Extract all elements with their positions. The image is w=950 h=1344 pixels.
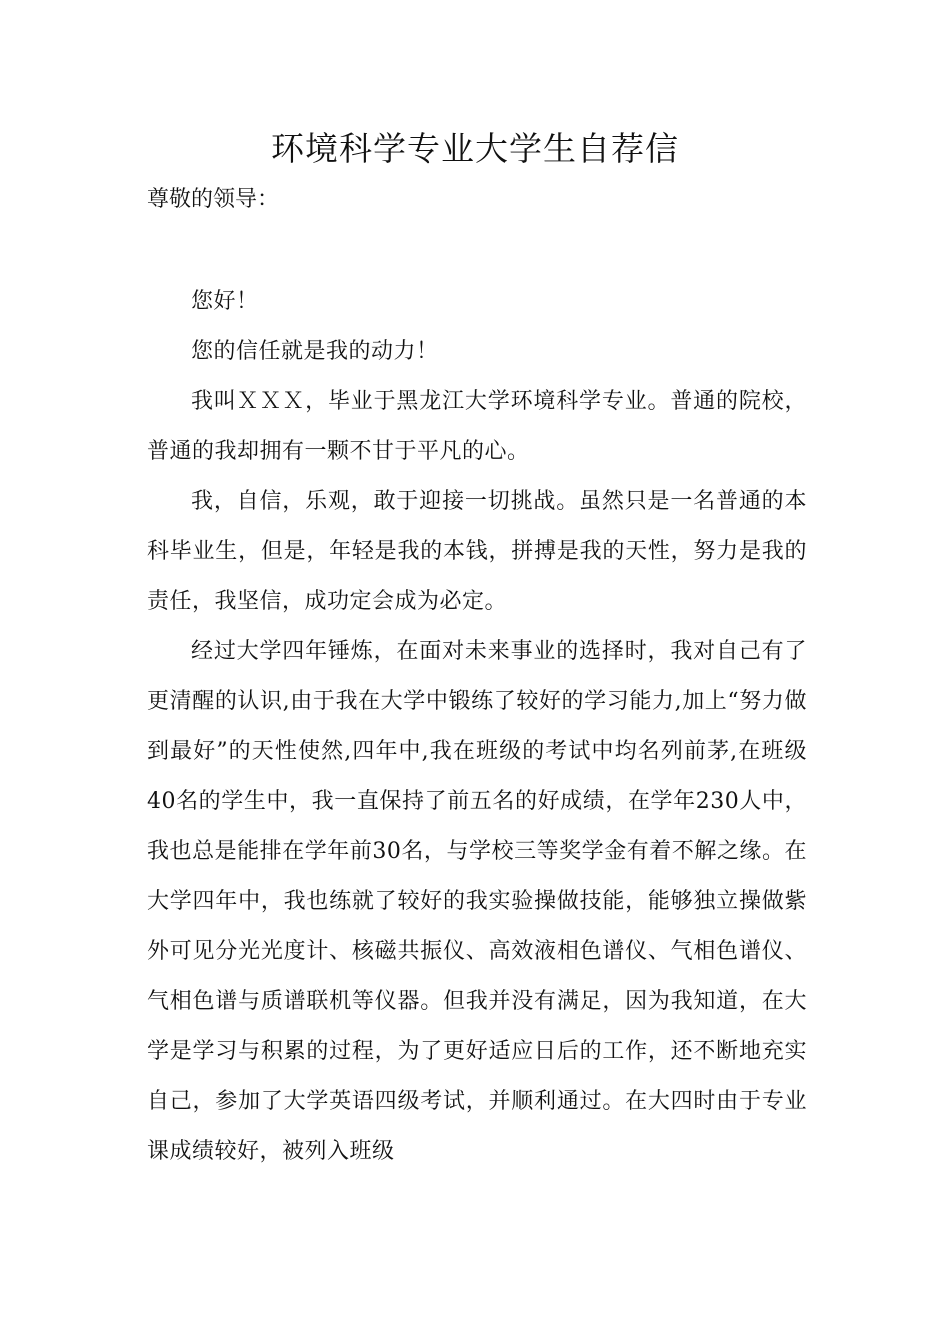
paragraph-trust: 您的信任就是我的动力！: [191, 339, 439, 364]
paragraph-introduction: 我叫ＸＸＸ，毕业于黑龙江大学环境科学专业。普通的院校，普通的我却拥有一颗不甘于平凡的心。: [147, 389, 807, 464]
paragraph-university-experience: 经过大学四年锤炼，在面对未来事业的选择时，我对自己有了更清醒的认识,由于我在大学中锻练了较好的学习能力,加上“努力做到最好”的天性使然,四年中,我在班级的考试中均名列前茅,在班级40名的学生中，我一直保持了前五名的好成绩，在学年230人中，我也总是能排在学年前30名，与学校三等奖学金有着不解之缘。在大学四年中，我也练就了较好的我实验操做技能，能够独立操做紫外可见分光光度计、核磁共振仪、高效液相色谱仪、气相色谱仪、气相色谱与质谱联机等仪器。但我并没有满足，因为我知道，在大学是学习与积累的过程，为了更好适应日后的工作，还不断地充实自己，参加了大学英语四级考试，并顺利通过。在大四时由于专业课成绩较好，被列入班级: [147, 639, 807, 1164]
paragraph-personality: 我，自信，乐观，敢于迎接一切挑战。虽然只是一名普通的本科毕业生，但是，年轻是我的本钱，拼搏是我的天性，努力是我的责任，我坚信，成功定会成为必定。: [147, 489, 807, 614]
page-title: 环境科学专业大学生自荐信: [271, 129, 679, 168]
paragraph-greeting: 您好！: [191, 289, 259, 314]
letter-body: [147, 277, 807, 1177]
salutation: 尊敬的领导：: [147, 187, 280, 212]
